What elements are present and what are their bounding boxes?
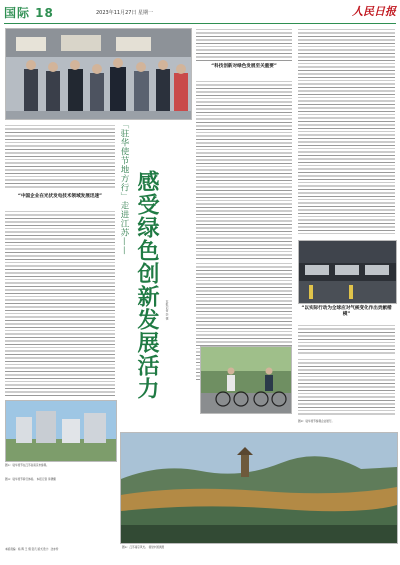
article-text-block [196, 80, 292, 260]
photo-landscape [120, 432, 398, 544]
caption: 图③：驻华使节骑行体验。 本报记者 李捷摄 [5, 478, 56, 481]
article-text-block [196, 28, 292, 62]
caption: 图②：驻华使节参观企业展厅。 [298, 420, 335, 423]
header-rule [4, 23, 396, 24]
photo-buildings [5, 400, 117, 462]
headline-title: 感受绿色创新发展活力 [134, 170, 159, 400]
subhead-tech-innovation: “科技创新对绿色发展至关重要” [211, 64, 277, 69]
byline: 本报记者 李 捷 [165, 300, 169, 320]
headline-kicker: 「驻华使节地方行」走进江苏—— [119, 120, 129, 255]
article-text-block [298, 324, 395, 354]
subhead-climate: “以实际行动为全球应对气候变化作出贡献楷模” [301, 306, 392, 317]
article-text-block [298, 28, 395, 236]
photo-envoys-visit [5, 28, 192, 120]
footer-credits: 本版责编：杨 晖 王 翔 张凡 版式设计：沈亦伶 [5, 548, 59, 551]
subhead-solar: “中国企业在光伏发电技术领域发展迅速” [17, 194, 103, 199]
article-text-block [5, 124, 115, 190]
caption: 图①：驻华使节在江苏省南京市参观。 [5, 464, 49, 467]
photo-envoys-cycling [200, 346, 292, 414]
newspaper-logo: 人民日报 [352, 5, 396, 18]
caption: 图④：江苏南京风光。 视觉中国供图 [122, 546, 165, 549]
issue-date: 2023年11月27日 星期一 [96, 10, 154, 16]
photo-solar-plant [298, 240, 397, 304]
article-text-block [5, 210, 115, 396]
section-title: 国际 18 [4, 6, 54, 20]
article-text-block [298, 358, 395, 416]
